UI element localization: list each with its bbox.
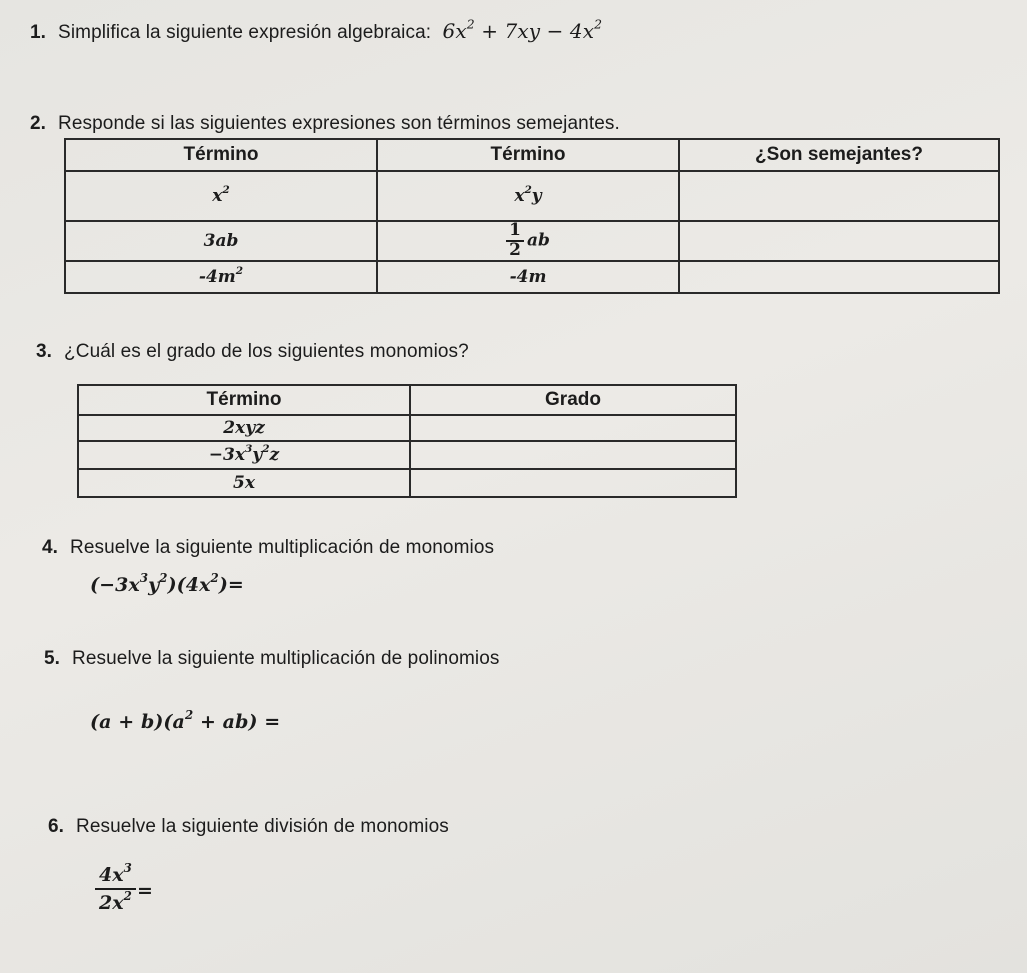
header-term: Término [78,385,410,415]
answer-cell[interactable] [410,415,736,441]
question-4-number: 4. [42,537,59,558]
term-cell: $-3x^3y^2z$ [78,441,410,469]
term-cell: 2xyz [78,415,410,441]
similar-terms-table [64,138,1000,294]
question-5-expression: $(a + b)(a^2 + ab)$ = [90,708,281,733]
question-2-number: 2. [30,113,47,134]
table-row [78,441,736,469]
term-cell: $\frac{1}{2}$ ab [377,221,679,261]
question-6-equals: = [137,880,153,902]
question-6-number: 6. [48,816,65,837]
answer-cell[interactable] [679,171,999,221]
table-header-row [65,139,999,171]
degree-table [77,384,737,498]
question-4-expression: $(-3x^3y^2)(4x^2)=$ [90,571,244,596]
table-header-row [78,385,736,415]
table-row [65,261,999,293]
term-cell: $x^2y$ [377,171,679,221]
answer-cell[interactable] [679,261,999,293]
header-term-1: Término [65,139,377,171]
question-5-text: Resuelve la siguiente multiplicación de polinomios [72,648,500,669]
question-6-text: Resuelve la siguiente división de monomios [76,816,449,837]
question-1 [30,16,603,44]
question-1-number: 1. [30,22,47,43]
term-cell: 5x [78,469,410,497]
table-row [65,171,999,221]
question-5-number: 5. [44,648,61,669]
term-cell: 3ab [65,221,377,261]
header-term-2: Término [377,139,679,171]
fraction-numerator: $4x^3$ [95,864,136,890]
answer-cell[interactable] [410,469,736,497]
question-4 [42,537,494,559]
fraction-one-half: $\frac{1}{2}$ [506,222,524,260]
answer-cell[interactable] [679,221,999,261]
term-cell: $x^2$ [65,171,377,221]
fraction-denominator: $2x^2$ [99,889,132,914]
term-cell: $-4m^2$ [65,261,377,293]
question-4-text: Resuelve la siguiente multiplicación de monomios [70,537,495,558]
question-3-number: 3. [36,341,53,362]
question-3-text: ¿Cuál es el grado de los siguientes monomios? [64,341,469,362]
table-row [65,221,999,261]
table-row [78,415,736,441]
question-5 [44,648,500,670]
header-degree: Grado [410,385,736,415]
term-cell: -4m [377,261,679,293]
question-2-text: Responde si las siguientes expresiones son términos semejantes. [58,113,620,134]
header-similar: ¿Son semejantes? [679,139,999,171]
question-6 [48,816,449,838]
answer-cell[interactable] [410,441,736,469]
question-6-fraction [95,861,136,914]
question-2 [30,113,620,135]
question-3 [36,341,469,363]
question-1-text: Simplifica la siguiente expresión algebraica: [58,22,432,43]
question-1-expression: $6x^2 + 7xy - 4x^2$ [442,16,603,43]
table-row [78,469,736,497]
